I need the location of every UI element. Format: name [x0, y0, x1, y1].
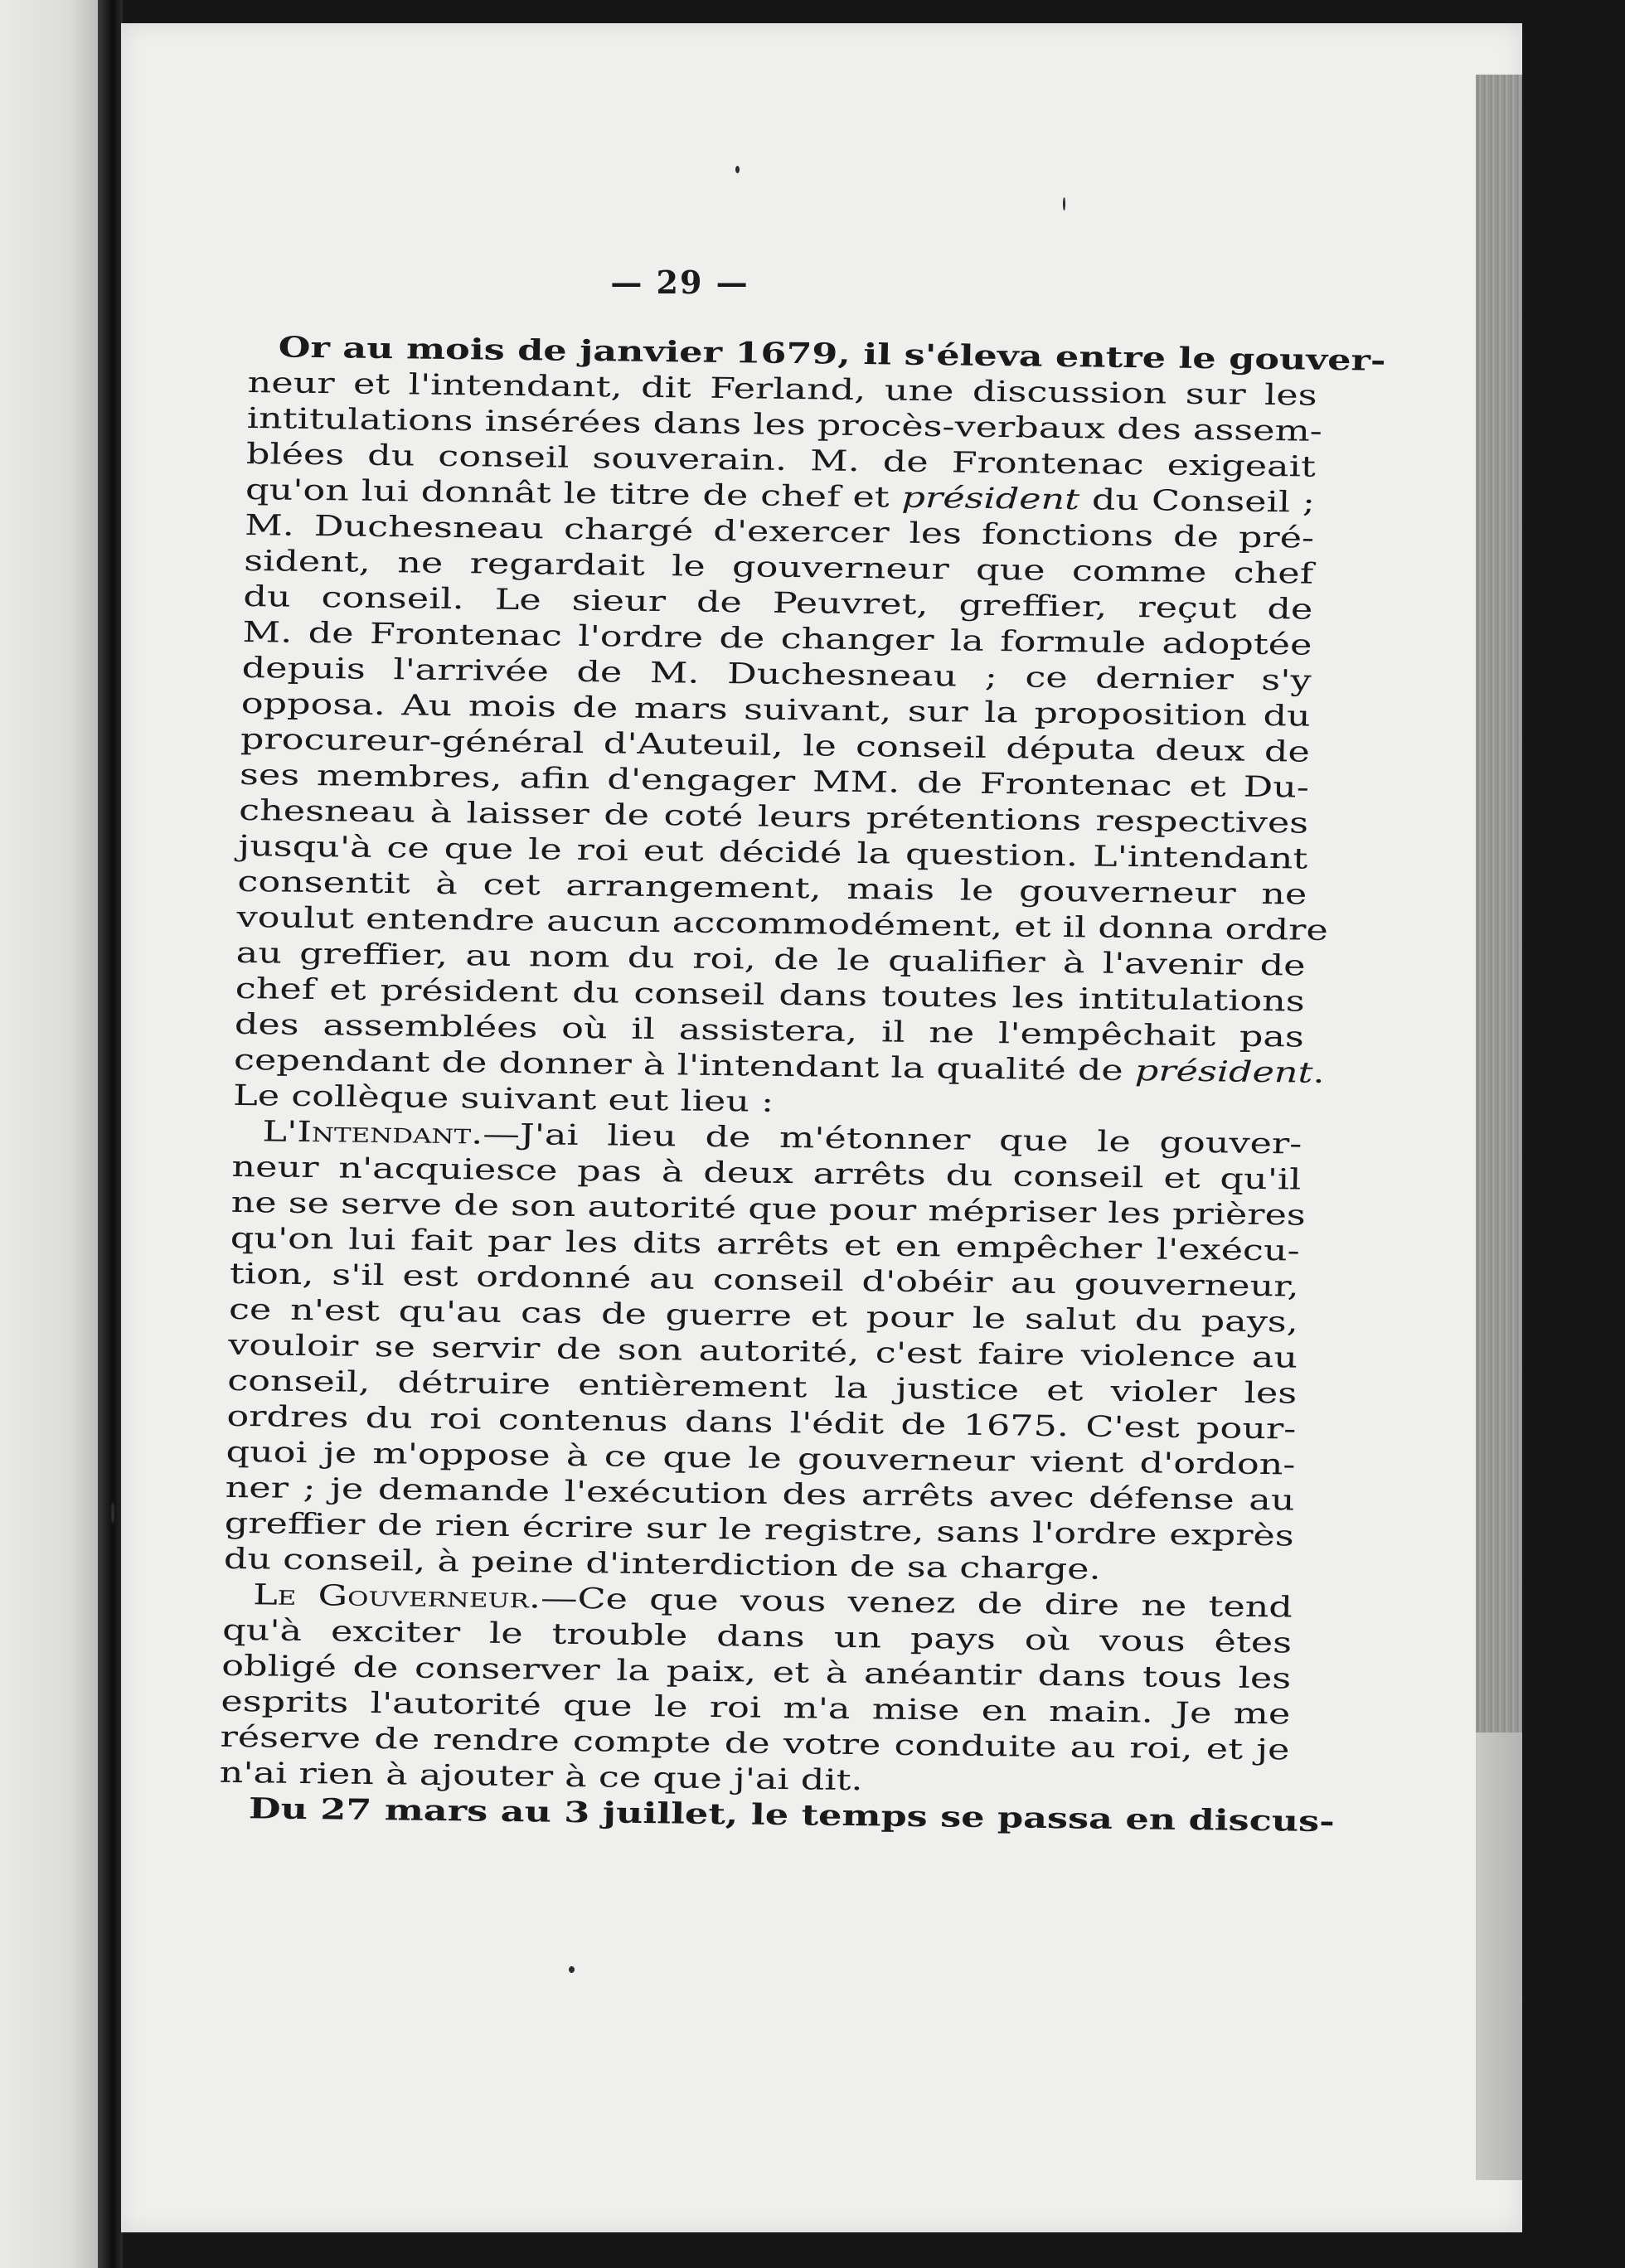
dust-speck — [735, 166, 740, 173]
text-line: qu'à exciter le trouble dans un pays où vous êtes — [221, 1613, 1293, 1660]
text-line: neur et l'intendant, dit Ferland, une discussion sur les — [247, 366, 1317, 413]
text-line: esprits l'autorité que le roi m'a mise en main. Je me — [221, 1684, 1291, 1732]
text-line: intitulations insérées dans les procès-verbaux des assem- — [246, 401, 1323, 448]
text-line: consentit à cet arrangement, mais le gouverneur ne — [237, 865, 1307, 912]
previous-page-edge — [0, 0, 98, 2268]
text-line: réserve de rendre compte de votre conduite au roi, et je — [220, 1720, 1290, 1767]
text-line: tion, s'il est ordonné au conseil d'obéir au gouverneur, — [229, 1257, 1300, 1304]
text-line: ce n'est qu'au cas de guerre et pour le salut du pays, — [228, 1292, 1299, 1340]
text-line: sident, ne regardait le gouverneur que comme chef — [243, 544, 1314, 591]
text-line: neur n'acquiesce pas à deux arrêts du conseil et qu'il — [231, 1150, 1302, 1197]
text-line: ordres du roi contenus dans l'édit de 1675. C'est pour- — [226, 1399, 1297, 1447]
text-line: blées du conseil souverain. M. de Frontenac exigeait — [245, 437, 1317, 484]
text-line: du conseil, à peine d'interdiction de sa charge. — [223, 1542, 1102, 1587]
text-line: qu'on lui donnât le titre de chef et président du Conseil ; — [245, 472, 1316, 520]
text-line: jusqu'à ce que le roi eut décidé la question. L'intendant — [237, 829, 1308, 876]
text-line: M. de Frontenac l'ordre de changer la formule adoptée — [242, 615, 1312, 662]
stacked-page-edges-lower — [1476, 1732, 1522, 2180]
text-line: obligé de conserver la paix, et à anéantir dans tous les — [221, 1649, 1292, 1696]
text-line: vouloir se servir de son autorité, c'est faire violence au — [227, 1328, 1298, 1375]
dust-speck — [1063, 197, 1065, 211]
text-line: au greffier, au nom du roi, de le qualifier à l'avenir de — [235, 936, 1307, 983]
text-line: Le Gouverneur.—Ce que vous venez de dire ne tend — [252, 1578, 1293, 1625]
text-line: ses membres, afin d'engager MM. de Frontenac et Du- — [239, 758, 1310, 805]
text-line: Le collèque suivant eut lieu : — [232, 1078, 774, 1119]
book-gutter — [98, 0, 123, 2268]
body-text — [218, 330, 1386, 1839]
dust-speck — [111, 1502, 114, 1524]
text-line: M. Duchesneau chargé d'exercer les fonctions de pré- — [244, 508, 1315, 555]
text-line: depuis l'arrivée de M. Duchesneau ; ce dernier s'y — [241, 651, 1312, 698]
text-line: voulut entendre aucun accommodément, et il donna ordre — [236, 900, 1329, 947]
text-line: quoi je m'oppose à ce que le gouverneur vient d'ordon- — [226, 1435, 1296, 1482]
text-line: des assemblées où il assistera, il ne l'empêchait pas — [234, 1007, 1305, 1054]
text-line: n'ai rien à ajouter à ce que j'ai dit. — [219, 1756, 864, 1798]
text-line: du conseil. Le sieur de Peuvret, greffier, reçut de — [243, 579, 1313, 627]
text-line: procureur-général d'Auteuil, le conseil députa deux de — [240, 722, 1311, 769]
text-line: cependant de donner à l'intendant la qualité de président — [233, 1043, 1313, 1090]
text-line: qu'on lui fait par les dits arrêts et en empêcher l'exécu- — [230, 1221, 1301, 1268]
text-line: L'Intendant.—J'ai lieu de m'étonner que le gouver- — [262, 1115, 1302, 1161]
text-line: Or au mois de janvier 1679, il s'éleva entre le gouver- — [278, 331, 1386, 378]
text-line: Du 27 mars au 3 juillet, le temps se passa en discus- — [248, 1792, 1336, 1839]
page-number: — 29 — — [610, 264, 749, 301]
text-line: opposa. Au mois de mars suivant, sur la proposition du — [240, 686, 1312, 734]
text-line: greffier de rien écrire sur le registre, sans l'ordre exprès — [224, 1506, 1295, 1553]
text-line: ner ; je demande l'exécution des arrêts avec défense au — [225, 1471, 1295, 1518]
dust-speck — [569, 1966, 575, 1973]
text-line: conseil, détruire entièrement la justice et violer les — [226, 1364, 1298, 1411]
text-line: chef et président du conseil dans toutes les intitulations — [235, 972, 1306, 1019]
text-line: ne se serve de son autorité que pour mépriser les prières — [230, 1185, 1307, 1233]
stacked-page-edges — [1476, 75, 1522, 1732]
text-line: chesneau à laisser de coté leurs prétentions respectives — [238, 793, 1309, 841]
